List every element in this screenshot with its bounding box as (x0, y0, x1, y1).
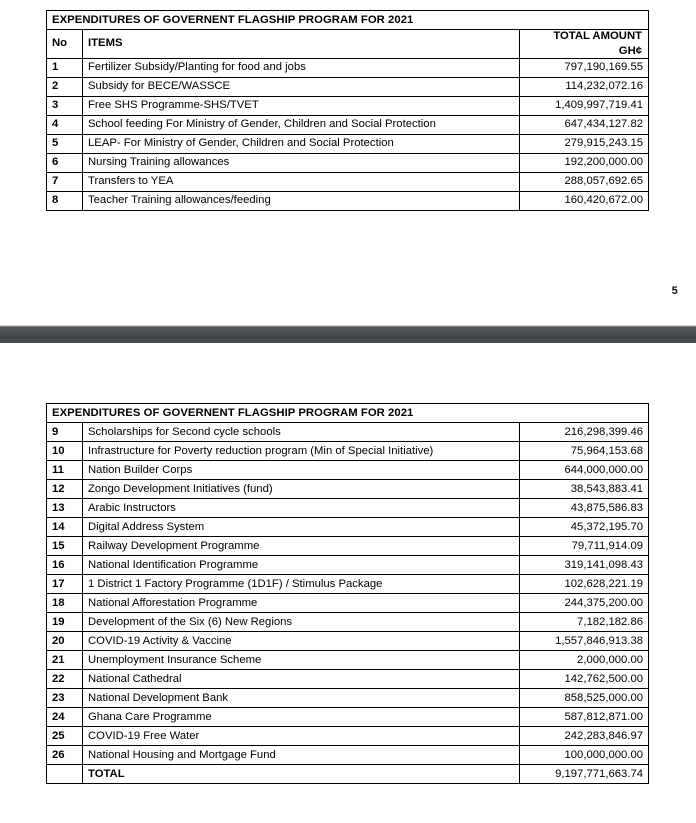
page-break-separator (0, 325, 696, 343)
row-item: National Housing and Mortgage Fund (83, 746, 520, 765)
row-number: 7 (47, 172, 83, 191)
row-number: 2 (47, 77, 83, 96)
row-number: 24 (47, 708, 83, 727)
total-amount: 9,197,771,663.74 (520, 765, 649, 784)
table-row (47, 96, 649, 115)
table-row (47, 727, 649, 746)
row-item: Nursing Training allowances (83, 153, 520, 172)
row-number: 6 (47, 153, 83, 172)
row-item: 1 District 1 Factory Programme (1D1F) / Stimulus Package (83, 575, 520, 594)
table-row (47, 172, 649, 191)
row-item: Teacher Training allowances/feeding (83, 191, 520, 210)
table-row (47, 134, 649, 153)
row-number: 13 (47, 499, 83, 518)
row-number: 11 (47, 461, 83, 480)
row-amount: 7,182,182.86 (520, 613, 649, 632)
document-page-two (0, 343, 696, 823)
table-row (47, 689, 649, 708)
row-amount: 38,543,883.41 (520, 480, 649, 499)
total-row-number (47, 765, 83, 784)
row-number: 1 (47, 58, 83, 77)
row-amount: 216,298,399.46 (520, 423, 649, 442)
row-item: Arabic Instructors (83, 499, 520, 518)
column-header-currency: GH¢ (618, 44, 643, 57)
row-number: 20 (47, 632, 83, 651)
flagship-expenditures-table-part-one (46, 10, 649, 211)
row-item: National Identification Programme (83, 556, 520, 575)
row-item: LEAP- For Ministry of Gender, Children and Social Protection (83, 134, 520, 153)
row-number: 15 (47, 537, 83, 556)
table-one-title-row (47, 11, 649, 30)
table-row (47, 746, 649, 765)
row-item: Digital Address System (83, 518, 520, 537)
row-item: Scholarships for Second cycle schools (83, 423, 520, 442)
column-header-total-amount-line1: TOTAL AMOUNT (553, 30, 643, 42)
table-one-body (47, 11, 649, 211)
row-amount: 100,000,000.00 (520, 746, 649, 765)
row-number: 9 (47, 423, 83, 442)
table-one-title: EXPENDITURES OF GOVERNENT FLAGSHIP PROGRAM FOR 2021 (47, 11, 649, 30)
row-number: 16 (47, 556, 83, 575)
row-number: 18 (47, 594, 83, 613)
row-amount: 114,232,072.16 (520, 77, 649, 96)
row-item: National Afforestation Programme (83, 594, 520, 613)
table-two-title-row (47, 404, 649, 423)
row-number: 5 (47, 134, 83, 153)
row-amount: 244,375,200.00 (520, 594, 649, 613)
row-item: Subsidy for BECE/WASSCE (83, 77, 520, 96)
table-row (47, 575, 649, 594)
column-header-items: ITEMS (83, 30, 520, 59)
table-row (47, 651, 649, 670)
document-page-one (0, 0, 696, 325)
row-item: National Cathedral (83, 670, 520, 689)
row-amount: 102,628,221.19 (520, 575, 649, 594)
row-number: 22 (47, 670, 83, 689)
row-item: Transfers to YEA (83, 172, 520, 191)
table-row (47, 58, 649, 77)
row-number: 26 (47, 746, 83, 765)
row-item: Development of the Six (6) New Regions (83, 613, 520, 632)
flagship-expenditures-table-part-two (46, 403, 649, 784)
table-row (47, 461, 649, 480)
table-row (47, 613, 649, 632)
row-amount: 1,409,997,719.41 (520, 96, 649, 115)
row-item: Zongo Development Initiatives (fund) (83, 480, 520, 499)
row-amount: 319,141,098.43 (520, 556, 649, 575)
row-number: 3 (47, 96, 83, 115)
row-amount: 43,875,586.83 (520, 499, 649, 518)
row-item: Infrastructure for Poverty reduction program (Min of Special Initiative) (83, 442, 520, 461)
table-one-header-row (47, 30, 649, 59)
row-number: 17 (47, 575, 83, 594)
row-amount: 79,711,914.09 (520, 537, 649, 556)
row-amount: 644,000,000.00 (520, 461, 649, 480)
row-item: National Development Bank (83, 689, 520, 708)
row-amount: 192,200,000.00 (520, 153, 649, 172)
row-amount: 45,372,195.70 (520, 518, 649, 537)
column-header-total-amount (520, 30, 649, 59)
table-row (47, 556, 649, 575)
row-number: 10 (47, 442, 83, 461)
table-two-title: EXPENDITURES OF GOVERNENT FLAGSHIP PROGRAM FOR 2021 (47, 404, 649, 423)
table-row (47, 670, 649, 689)
table-two-body (47, 404, 649, 784)
table-row (47, 594, 649, 613)
column-header-no: No (47, 30, 83, 59)
row-amount: 279,915,243.15 (520, 134, 649, 153)
table-row (47, 708, 649, 727)
table-row (47, 537, 649, 556)
row-amount: 142,762,500.00 (520, 670, 649, 689)
row-number: 12 (47, 480, 83, 499)
row-amount: 160,420,672.00 (520, 191, 649, 210)
row-number: 4 (47, 115, 83, 134)
row-item: Nation Builder Corps (83, 461, 520, 480)
row-item: Railway Development Programme (83, 537, 520, 556)
row-item: Free SHS Programme-SHS/TVET (83, 96, 520, 115)
row-item: School feeding For Ministry of Gender, Children and Social Protection (83, 115, 520, 134)
row-number: 19 (47, 613, 83, 632)
table-row (47, 77, 649, 96)
table-row (47, 423, 649, 442)
row-amount: 288,057,692.65 (520, 172, 649, 191)
row-number: 25 (47, 727, 83, 746)
table-row (47, 191, 649, 210)
row-item: COVID-19 Activity & Vaccine (83, 632, 520, 651)
row-item: Unemployment Insurance Scheme (83, 651, 520, 670)
row-amount: 242,283,846.97 (520, 727, 649, 746)
row-item: Fertilizer Subsidy/Planting for food and jobs (83, 58, 520, 77)
row-amount: 858,525,000.00 (520, 689, 649, 708)
table-row (47, 480, 649, 499)
row-item: Ghana Care Programme (83, 708, 520, 727)
row-number: 8 (47, 191, 83, 210)
row-number: 14 (47, 518, 83, 537)
table-row (47, 518, 649, 537)
row-number: 23 (47, 689, 83, 708)
table-total-row (47, 765, 649, 784)
row-amount: 1,557,846,913.38 (520, 632, 649, 651)
table-row (47, 442, 649, 461)
row-amount: 797,190,169.55 (520, 58, 649, 77)
table-row (47, 153, 649, 172)
row-amount: 647,434,127.82 (520, 115, 649, 134)
table-row (47, 632, 649, 651)
row-amount: 75,964,153.68 (520, 442, 649, 461)
table-row (47, 115, 649, 134)
row-amount: 587,812,871.00 (520, 708, 649, 727)
table-row (47, 499, 649, 518)
row-amount: 2,000,000.00 (520, 651, 649, 670)
page-number: 5 (671, 285, 678, 297)
row-number: 21 (47, 651, 83, 670)
row-item: COVID-19 Free Water (83, 727, 520, 746)
total-label: TOTAL (83, 765, 520, 784)
